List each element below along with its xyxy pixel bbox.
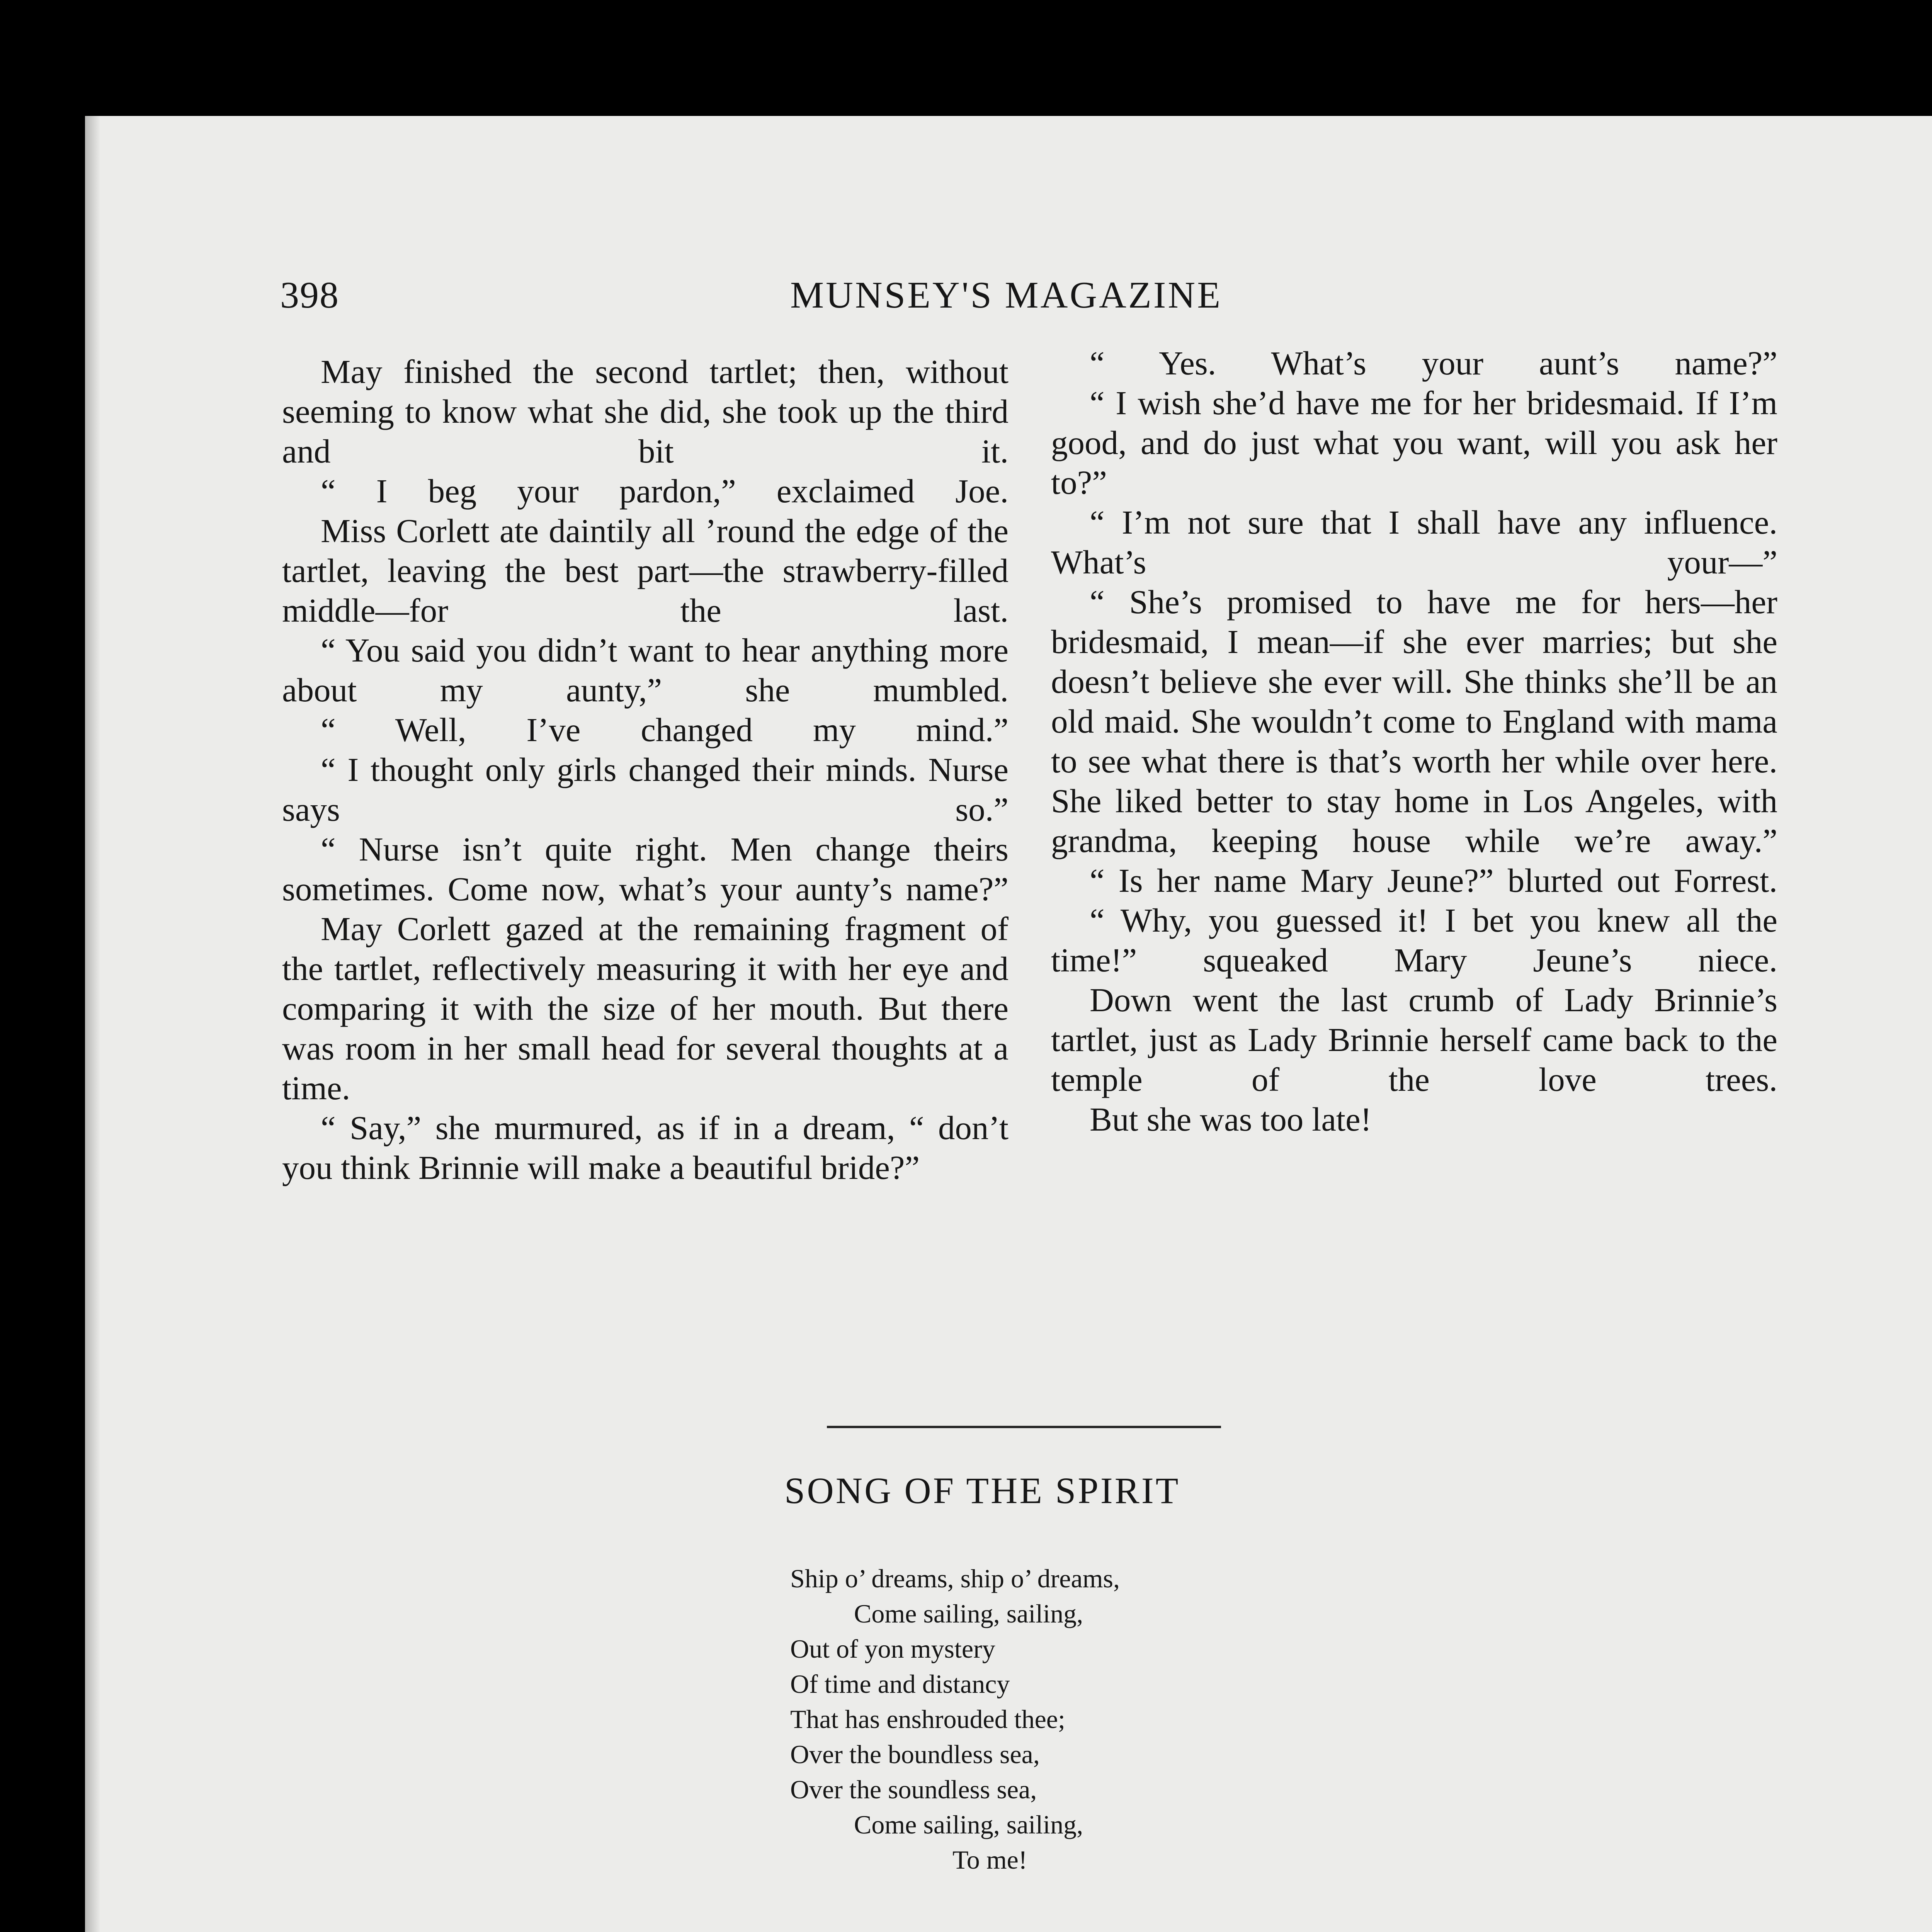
- paragraph: May Corlett gazed at the remaining fragment of the tartlet, reflectively measuring it with her eye and comparing it with the size of her mouth. But there was room in her small head for several thoughts at a time.: [282, 910, 1009, 1107]
- poem-line: Ship o’ dreams, ship o’ dreams,: [790, 1564, 1120, 1593]
- paragraph: Down went the last crumb of Lady Brinnie’s tartlet, just as Lady Brinnie herself came back to the temple of the love trees.: [1051, 981, 1777, 1098]
- poem-line: Of time and distancy: [790, 1669, 1010, 1699]
- page-number: 398: [280, 274, 339, 316]
- paragraph: “ Well, I’ve changed my mind.”: [321, 711, 1009, 748]
- section-divider: [827, 1426, 1221, 1428]
- poem-line: Come sailing, sailing,: [854, 1810, 1083, 1839]
- paragraph: “ I’m not sure that I shall have any influence. What’s your—”: [1051, 503, 1777, 581]
- page-left-edge: [85, 116, 100, 1932]
- paragraph: But she was too late!: [1090, 1100, 1372, 1138]
- poem-line: Over the boundless sea,: [790, 1740, 1040, 1769]
- poem-title: SONG OF THE SPIRIT: [784, 1470, 1180, 1511]
- right-column: [1051, 343, 1777, 1139]
- paragraph: “ You said you didn’t want to hear anything more about my aunty,” she mumbled.: [282, 631, 1009, 709]
- paragraph: “ I beg your pardon,” exclaimed Joe.: [321, 472, 1009, 510]
- paragraph: “ Say,” she murmured, as if in a dream, “ don’t you think Brinnie will make a beautiful bride?”: [282, 1109, 1009, 1186]
- poem-line: Come sailing, sailing,: [854, 1599, 1083, 1628]
- paragraph: “ I wish she’d have me for her bridesmaid. If I’m good, and do just what you want, will you ask her to?”: [1051, 384, 1777, 501]
- poem-line: To me!: [952, 1845, 1027, 1874]
- poem: [790, 1561, 1120, 1932]
- left-column: [282, 352, 1009, 1187]
- poem-line: That has enshrouded thee;: [790, 1704, 1065, 1734]
- paragraph: “ I thought only girls changed their minds. Nurse says so.”: [282, 751, 1009, 828]
- poem-line: Out of yon mystery: [790, 1634, 995, 1663]
- paragraph: “ Nurse isn’t quite right. Men change theirs sometimes. Come now, what’s your aunty’s name?”: [282, 830, 1009, 908]
- paragraph: May finished the second tartlet; then, without seeming to know what she did, she took up the third and bit it.: [282, 353, 1009, 470]
- paragraph: “ She’s promised to have me for hers—her bridesmaid, I mean—if she ever marries; but she doesn’t believe she ever will. She thinks she’ll be an old maid. She wouldn’t come to England with mama to see what there is that’s worth her while over here. She liked better to stay home in Los Angeles, with grandma, keeping house while we’re away.”: [1051, 583, 1777, 859]
- paragraph: “ Is her name Mary Jeune?” blurted out Forrest.: [1090, 862, 1777, 899]
- poem-line: Over the soundless sea,: [790, 1775, 1037, 1804]
- paragraph: “ Yes. What’s your aunt’s name?”: [1090, 344, 1777, 382]
- stanza: [790, 1561, 1120, 1878]
- paragraph: Miss Corlett ate daintily all ’round the edge of the tartlet, leaving the best part—the strawberry-filled middle—for the last.: [282, 512, 1009, 629]
- paragraph: “ Why, you guessed it! I bet you knew all the time!” squeaked Mary Jeune’s niece.: [1051, 901, 1777, 979]
- magazine-title: MUNSEY'S MAGAZINE: [790, 274, 1223, 316]
